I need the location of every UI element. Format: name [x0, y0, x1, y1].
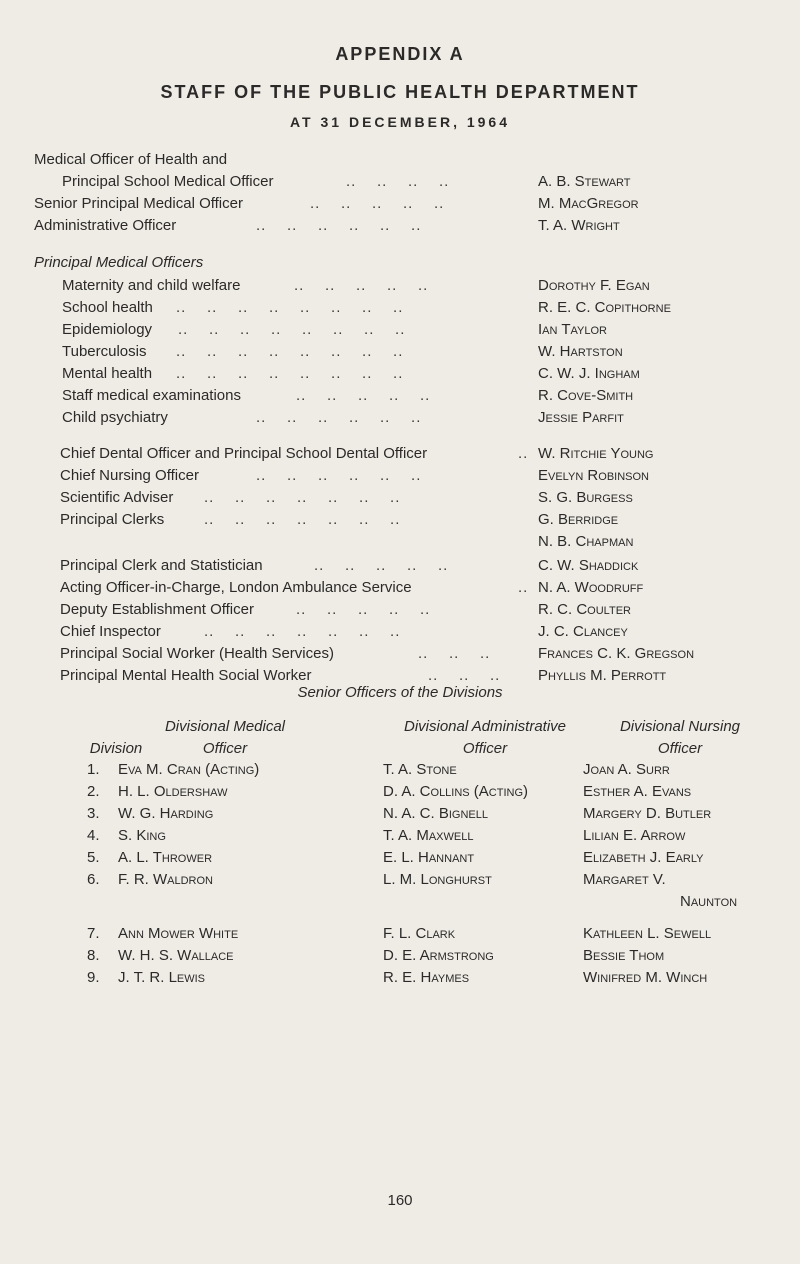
- nursing-officer: Bessie Thom: [583, 947, 665, 964]
- officer-name: C. W. Shaddick: [538, 557, 639, 574]
- admin-label: Administrative Officer: [34, 217, 177, 234]
- officer-row: [0, 622, 800, 642]
- pmo-label: Staff medical examinations: [62, 387, 241, 404]
- leader-dots: .. .. .. .. .. ..: [256, 217, 422, 234]
- pmo-name: Dorothy F. Egan: [538, 277, 650, 294]
- admin-officer: L. M. Longhurst: [383, 871, 492, 888]
- table-row: [0, 924, 800, 944]
- leader-dots: .. .. .. .. .. .. .. ..: [176, 299, 404, 316]
- division-number: 5.: [87, 849, 100, 866]
- admin-officer: T. A. Stone: [383, 761, 457, 778]
- leader-dots: .. .. .. ..: [346, 173, 450, 190]
- officer-label: Deputy Establishment Officer: [60, 601, 254, 618]
- leader-dots: ..: [518, 445, 529, 462]
- chief-label: Chief Nursing Officer: [60, 467, 199, 484]
- leader-dots: .. .. .. .. ..: [294, 277, 429, 294]
- col-nursing-header-line1: Divisional Nursing: [619, 718, 741, 735]
- col-admin-header: [370, 716, 600, 760]
- nursing-officer: Esther A. Evans: [583, 783, 692, 800]
- admin-officer: T. A. Maxwell: [383, 827, 474, 844]
- chief-row: [0, 488, 800, 508]
- officer-row: [0, 556, 800, 576]
- medical-officer: J. T. R. Lewis: [118, 969, 206, 986]
- chief-row: [0, 444, 800, 464]
- chief-label: Principal Clerks: [60, 511, 165, 528]
- officer-label: Acting Officer-in-Charge, London Ambulance Service: [60, 579, 412, 596]
- pmo-label: Mental health: [62, 365, 153, 382]
- leader-dots: ..: [518, 579, 529, 596]
- leader-dots: .. .. ..: [418, 645, 491, 662]
- division-number: 9.: [87, 969, 100, 986]
- col-nursing-header: [590, 716, 770, 760]
- leader-dots: .. .. .. .. ..: [314, 557, 449, 574]
- admin-officer: E. L. Hannant: [383, 849, 475, 866]
- leader-dots: .. .. .. .. .. .. .. ..: [178, 321, 406, 338]
- admin-row: [0, 216, 800, 236]
- pmo-label: Tuberculosis: [62, 343, 147, 360]
- officer-name: Frances C. K. Gregson: [538, 645, 695, 662]
- principal-medical-heading: Principal Medical Officers: [34, 254, 204, 271]
- leader-dots: .. .. .. .. ..: [310, 195, 445, 212]
- officer-name: J. C. Clancey: [538, 623, 628, 640]
- leader-dots: .. .. .. .. .. .. ..: [204, 489, 401, 506]
- pmo-label: Epidemiology: [62, 321, 153, 338]
- chief-row: [0, 510, 800, 530]
- pmo-name: W. Hartston: [538, 343, 623, 360]
- page-number: 160: [387, 1192, 413, 1209]
- appendix-heading: APPENDIX A: [335, 44, 465, 64]
- leader-dots: .. .. .. .. ..: [296, 387, 431, 404]
- nursing-officer: Kathleen L. Sewell: [583, 925, 712, 942]
- table-row: [0, 946, 800, 966]
- page-title: STAFF OF THE PUBLIC HEALTH DEPARTMENT: [160, 82, 640, 102]
- chief-name: Evelyn Robinson: [538, 467, 649, 484]
- chief-extra-row: [0, 532, 800, 552]
- officer-name: N. A. Woodruff: [538, 579, 644, 596]
- officer-row: [0, 644, 800, 664]
- pmo-name: C. W. J. Ingham: [538, 365, 640, 382]
- pmo-label: Maternity and child welfare: [62, 277, 241, 294]
- admin-officer: N. A. C. Bignell: [383, 805, 488, 822]
- spmo-label: Senior Principal Medical Officer: [34, 195, 243, 212]
- division-number: 4.: [87, 827, 100, 844]
- medical-officer: F. R. Waldron: [118, 871, 214, 888]
- medical-officer: Ann Mower White: [118, 925, 239, 942]
- table-row: [0, 782, 800, 802]
- officer-label: Principal Clerk and Statistician: [60, 557, 263, 574]
- col-medical-header: [130, 716, 320, 760]
- moh-label-line1: Medical Officer of Health and: [34, 151, 228, 168]
- chief-row: [0, 466, 800, 486]
- moh-label-line2: Principal School Medical Officer: [62, 173, 274, 190]
- nursing-officer: Lilian E. Arrow: [583, 827, 686, 844]
- moh-row: [0, 172, 800, 192]
- col-admin-header-line2: Officer: [462, 740, 508, 757]
- pmo-row: [0, 364, 800, 384]
- admin-officer: F. L. Clark: [383, 925, 456, 942]
- col-medical-header-line1: Divisional Medical: [164, 718, 286, 735]
- pmo-name: R. E. C. Copithorne: [538, 299, 671, 316]
- nursing-officer-continuation: Naunton: [680, 893, 738, 910]
- moh-label-row: [0, 150, 800, 170]
- nursing-officer: Winifred M. Winch: [583, 969, 708, 986]
- table-row-continuation: [0, 892, 800, 912]
- pmo-name: Jessie Parfit: [538, 409, 624, 426]
- leader-dots: .. .. .. .. .. .. ..: [204, 511, 401, 528]
- pmo-row: [0, 386, 800, 406]
- leader-dots: .. .. .. .. ..: [296, 601, 431, 618]
- admin-officer: D. E. Armstrong: [383, 947, 494, 964]
- admin-officer: R. E. Haymes: [383, 969, 470, 986]
- pmo-row: [0, 408, 800, 428]
- leader-dots: .. .. .. .. .. .. .. ..: [176, 365, 404, 382]
- nursing-officer: Margaret V.: [583, 871, 666, 888]
- officer-row: [0, 578, 800, 598]
- pmo-row: [0, 298, 800, 318]
- admin-officer: D. A. Collins (Acting): [383, 783, 529, 800]
- pmo-row: [0, 276, 800, 296]
- pmo-row: [0, 320, 800, 340]
- col-medical-header-line2: Officer: [202, 740, 248, 757]
- spmo-name: M. MacGregor: [538, 195, 639, 212]
- division-number: 3.: [87, 805, 100, 822]
- officer-label: Principal Social Worker (Health Services): [60, 645, 334, 662]
- table-row: [0, 968, 800, 988]
- chief-name: W. Ritchie Young: [538, 445, 654, 462]
- officer-name: Phyllis M. Perrott: [538, 667, 667, 684]
- division-number: 7.: [87, 925, 100, 942]
- nursing-officer: Joan A. Surr: [583, 761, 670, 778]
- medical-officer: Eva M. Cran (Acting): [118, 761, 260, 778]
- leader-dots: .. .. .. .. .. .. ..: [204, 623, 401, 640]
- medical-officer: W. H. S. Wallace: [118, 947, 234, 964]
- medical-officer: W. G. Harding: [118, 805, 214, 822]
- officer-row: [0, 600, 800, 620]
- chief-name: G. Berridge: [538, 511, 619, 528]
- moh-name: A. B. Stewart: [538, 173, 631, 190]
- table-row: [0, 804, 800, 824]
- leader-dots: .. .. ..: [428, 667, 501, 684]
- table-row: [0, 760, 800, 780]
- pmo-name: R. Cove-Smith: [538, 387, 634, 404]
- medical-officer: H. L. Oldershaw: [118, 783, 228, 800]
- leader-dots: .. .. .. .. .. ..: [256, 409, 422, 426]
- officer-label: Principal Mental Health Social Worker: [60, 667, 312, 684]
- table-row: [0, 870, 800, 890]
- leader-dots: .. .. .. .. .. .. .. ..: [176, 343, 404, 360]
- chief-name: S. G. Burgess: [538, 489, 633, 506]
- col-admin-header-line1: Divisional Administrative: [404, 718, 566, 735]
- col-division-header: Division: [89, 740, 143, 757]
- pmo-row: [0, 342, 800, 362]
- chief-label: Chief Dental Officer and Principal School Dental Officer: [60, 445, 428, 462]
- nursing-officer: Elizabeth J. Early: [583, 849, 704, 866]
- medical-officer: A. L. Thrower: [118, 849, 213, 866]
- division-number: 2.: [87, 783, 100, 800]
- divisions-heading: Senior Officers of the Divisions: [297, 684, 503, 701]
- medical-officer: S. King: [118, 827, 166, 844]
- table-row: [0, 848, 800, 868]
- page-date: AT 31 DECEMBER, 1964: [289, 114, 510, 130]
- col-nursing-header-line2: Officer: [657, 740, 703, 757]
- spmo-row: [0, 194, 800, 214]
- officer-row: [0, 666, 800, 686]
- nursing-officer: Margery D. Butler: [583, 805, 712, 822]
- chief-label: Scientific Adviser: [60, 489, 174, 506]
- officer-name: R. C. Coulter: [538, 601, 631, 618]
- table-row: [0, 826, 800, 846]
- pmo-label: School health: [62, 299, 153, 316]
- pmo-name: Ian Taylor: [538, 321, 607, 338]
- division-number: 8.: [87, 947, 100, 964]
- pmo-label: Child psychiatry: [62, 409, 168, 426]
- chief-extra-name: N. B. Chapman: [538, 533, 634, 550]
- division-number: 1.: [87, 761, 100, 778]
- division-number: 6.: [87, 871, 100, 888]
- leader-dots: .. .. .. .. .. ..: [256, 467, 422, 484]
- officer-label: Chief Inspector: [60, 623, 161, 640]
- admin-name: T. A. Wright: [538, 217, 620, 234]
